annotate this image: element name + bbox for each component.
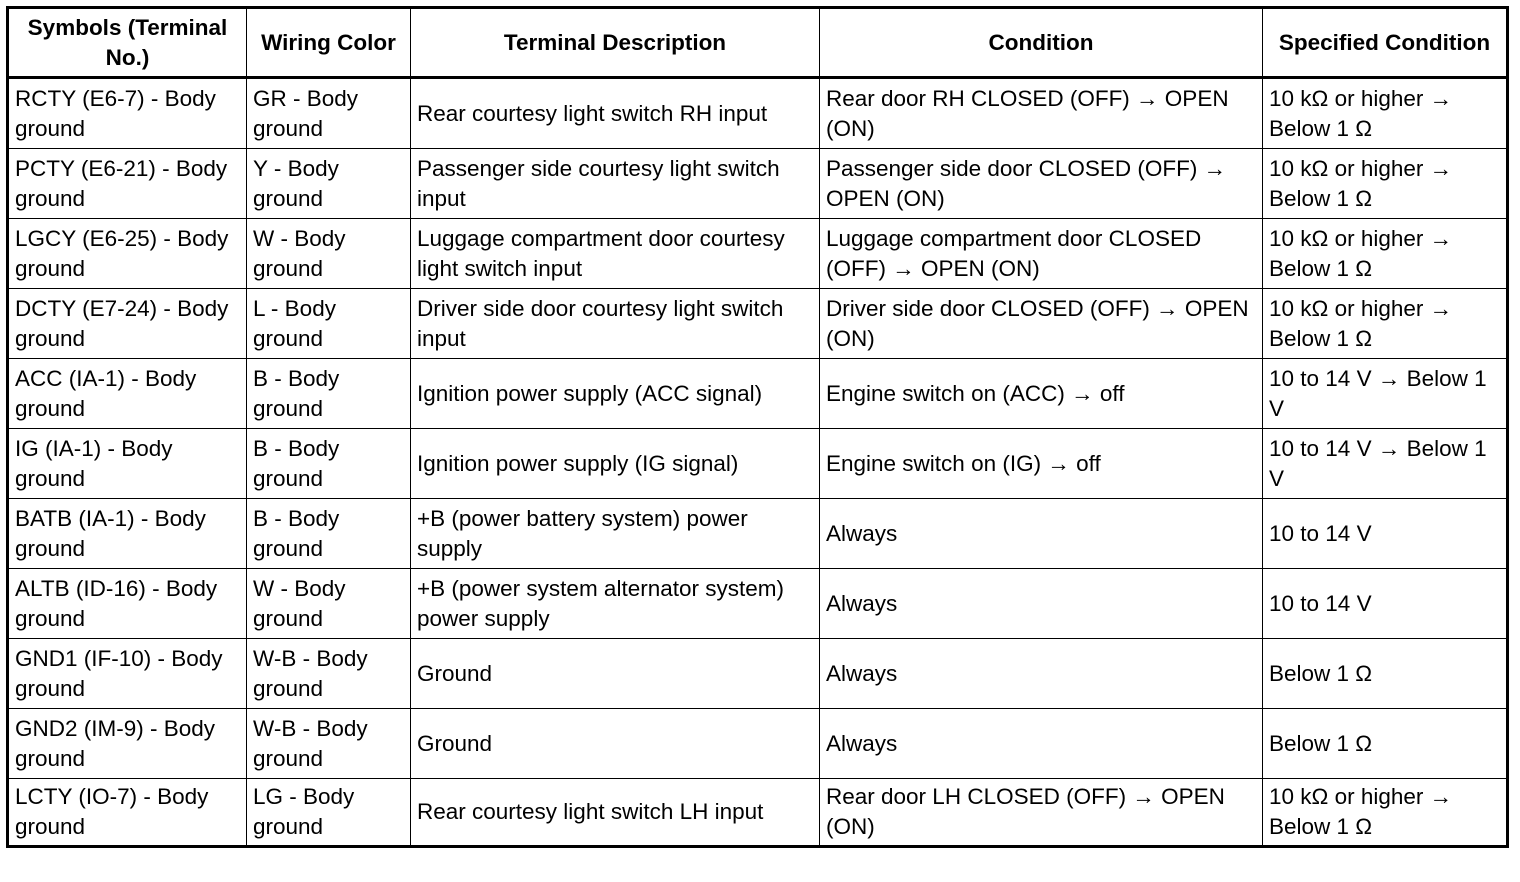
description-cell: Driver side door courtesy light switch input bbox=[411, 289, 820, 359]
condition-cell: Always bbox=[820, 499, 1263, 569]
wiring-color-cell: W - Body ground bbox=[247, 219, 411, 289]
condition-cell: Engine switch on (ACC) → off bbox=[820, 359, 1263, 429]
symbol-cell: DCTY (E7-24) - Body ground bbox=[8, 289, 247, 359]
table-row bbox=[8, 219, 1508, 289]
description-cell: Passenger side courtesy light switch input bbox=[411, 149, 820, 219]
specified-condition-cell: 10 kΩ or higher → Below 1 Ω bbox=[1263, 78, 1508, 149]
condition-cell: Always bbox=[820, 639, 1263, 709]
symbol-cell: RCTY (E6-7) - Body ground bbox=[8, 78, 247, 149]
wiring-color-cell: B - Body ground bbox=[247, 359, 411, 429]
symbol-cell: ALTB (ID-16) - Body ground bbox=[8, 569, 247, 639]
symbol-cell: LCTY (IO-7) - Body ground bbox=[8, 779, 247, 847]
wiring-color-cell: B - Body ground bbox=[247, 429, 411, 499]
symbol-cell: PCTY (E6-21) - Body ground bbox=[8, 149, 247, 219]
specified-condition-cell: Below 1 Ω bbox=[1263, 709, 1508, 779]
specified-condition-cell: 10 to 14 V → Below 1 V bbox=[1263, 429, 1508, 499]
specified-condition-cell: 10 to 14 V → Below 1 V bbox=[1263, 359, 1508, 429]
symbol-cell: BATB (IA-1) - Body ground bbox=[8, 499, 247, 569]
condition-cell: Always bbox=[820, 569, 1263, 639]
table-row bbox=[8, 569, 1508, 639]
header-row bbox=[8, 8, 1508, 78]
header-specified-condition: Specified Condition bbox=[1263, 8, 1508, 78]
specified-condition-cell: 10 kΩ or higher → Below 1 Ω bbox=[1263, 149, 1508, 219]
table-row bbox=[8, 149, 1508, 219]
condition-cell: Always bbox=[820, 709, 1263, 779]
condition-cell: Luggage compartment door CLOSED (OFF) → OPEN (ON) bbox=[820, 219, 1263, 289]
description-cell: Ground bbox=[411, 639, 820, 709]
description-cell: Rear courtesy light switch RH input bbox=[411, 78, 820, 149]
table-row bbox=[8, 499, 1508, 569]
table-row bbox=[8, 289, 1508, 359]
wiring-color-cell: LG - Body ground bbox=[247, 779, 411, 847]
wiring-color-cell: B - Body ground bbox=[247, 499, 411, 569]
table-row bbox=[8, 429, 1508, 499]
description-cell: Luggage compartment door courtesy light switch input bbox=[411, 219, 820, 289]
symbol-cell: GND2 (IM-9) - Body ground bbox=[8, 709, 247, 779]
specified-condition-cell: 10 kΩ or higher → Below 1 Ω bbox=[1263, 289, 1508, 359]
header-terminal-description: Terminal Description bbox=[411, 8, 820, 78]
symbol-cell: ACC (IA-1) - Body ground bbox=[8, 359, 247, 429]
specified-condition-cell: Below 1 Ω bbox=[1263, 639, 1508, 709]
condition-cell: Engine switch on (IG) → off bbox=[820, 429, 1263, 499]
specified-condition-cell: 10 to 14 V bbox=[1263, 499, 1508, 569]
condition-cell: Rear door LH CLOSED (OFF) → OPEN (ON) bbox=[820, 779, 1263, 847]
header-wiring-color: Wiring Color bbox=[247, 8, 411, 78]
description-cell: +B (power battery system) power supply bbox=[411, 499, 820, 569]
symbol-cell: LGCY (E6-25) - Body ground bbox=[8, 219, 247, 289]
table-row bbox=[8, 779, 1508, 847]
wiring-color-cell: W-B - Body ground bbox=[247, 709, 411, 779]
symbol-cell: GND1 (IF-10) - Body ground bbox=[8, 639, 247, 709]
table-row bbox=[8, 709, 1508, 779]
specified-condition-cell: 10 kΩ or higher → Below 1 Ω bbox=[1263, 219, 1508, 289]
specified-condition-cell: 10 kΩ or higher → Below 1 Ω bbox=[1263, 779, 1508, 847]
wiring-color-cell: GR - Body ground bbox=[247, 78, 411, 149]
table-row bbox=[8, 359, 1508, 429]
description-cell: Rear courtesy light switch LH input bbox=[411, 779, 820, 847]
terminal-spec-table-container bbox=[6, 6, 1509, 848]
description-cell: Ground bbox=[411, 709, 820, 779]
description-cell: Ignition power supply (IG signal) bbox=[411, 429, 820, 499]
table-row bbox=[8, 639, 1508, 709]
description-cell: Ignition power supply (ACC signal) bbox=[411, 359, 820, 429]
condition-cell: Rear door RH CLOSED (OFF) → OPEN (ON) bbox=[820, 78, 1263, 149]
header-symbols: Symbols (Terminal No.) bbox=[8, 8, 247, 78]
condition-cell: Driver side door CLOSED (OFF) → OPEN (ON) bbox=[820, 289, 1263, 359]
description-cell: +B (power system alternator system) power supply bbox=[411, 569, 820, 639]
symbol-cell: IG (IA-1) - Body ground bbox=[8, 429, 247, 499]
wiring-color-cell: W-B - Body ground bbox=[247, 639, 411, 709]
wiring-color-cell: L - Body ground bbox=[247, 289, 411, 359]
specified-condition-cell: 10 to 14 V bbox=[1263, 569, 1508, 639]
condition-cell: Passenger side door CLOSED (OFF) → OPEN (ON) bbox=[820, 149, 1263, 219]
wiring-color-cell: W - Body ground bbox=[247, 569, 411, 639]
terminal-spec-table bbox=[6, 6, 1509, 848]
wiring-color-cell: Y - Body ground bbox=[247, 149, 411, 219]
header-condition: Condition bbox=[820, 8, 1263, 78]
table-row bbox=[8, 78, 1508, 149]
